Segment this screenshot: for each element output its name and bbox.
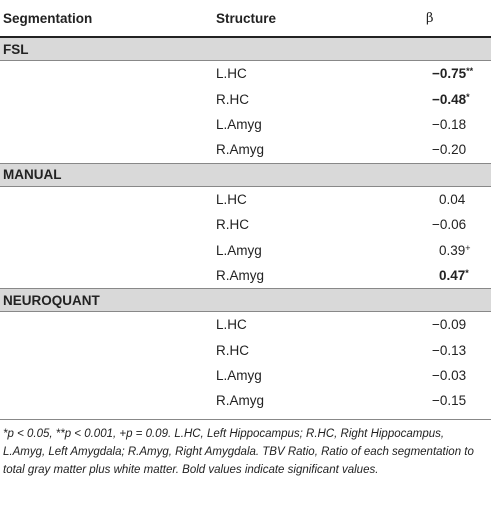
beta-cell — [426, 61, 491, 87]
table-row — [0, 186, 491, 212]
group-label: MANUAL — [0, 163, 491, 186]
structure-cell: L.HC — [216, 191, 247, 207]
structure-cell: R.HC — [216, 91, 249, 107]
beta-cell — [426, 86, 491, 111]
header-segmentation: Segmentation — [0, 0, 216, 37]
table-row — [0, 338, 491, 363]
structure-cell: R.HC — [216, 217, 249, 233]
segmentation-cell — [0, 312, 216, 338]
beta-value: −0.75 — [432, 66, 467, 82]
segmentation-cell — [0, 237, 216, 262]
structure-cell: R.Amyg — [216, 267, 265, 283]
structure-cell: L.Amyg — [216, 368, 262, 384]
beta-cell — [426, 212, 491, 237]
segmentation-cell — [0, 363, 216, 388]
significance-marker: * — [466, 91, 470, 102]
structure-cell: L.Amyg — [216, 116, 262, 132]
structure-cell: R.Amyg — [216, 393, 265, 409]
group-label: FSL — [0, 37, 491, 61]
beta-cell — [426, 237, 491, 262]
structure-cell: L.Amyg — [216, 242, 262, 258]
table-row — [0, 312, 491, 338]
beta-value: −0.03 — [432, 368, 467, 384]
segmentation-cell — [0, 112, 216, 137]
beta-value: −0.09 — [432, 317, 467, 333]
table-body — [0, 37, 491, 414]
group-row-fsl — [0, 37, 491, 61]
structure-cell: R.Amyg — [216, 142, 265, 158]
group-row-neuroquant — [0, 289, 491, 312]
beta-cell — [426, 363, 491, 388]
structure-cell: L.HC — [216, 317, 247, 333]
beta-cell — [426, 338, 491, 363]
table-row — [0, 137, 491, 163]
beta-value: −0.15 — [432, 393, 467, 409]
table-row — [0, 86, 491, 111]
group-label: NEUROQUANT — [0, 289, 491, 312]
beta-value: 0.47 — [439, 267, 466, 283]
structure-cell: R.HC — [216, 342, 249, 358]
table-row — [0, 61, 491, 87]
beta-value: −0.20 — [432, 142, 467, 158]
beta-cell — [426, 312, 491, 338]
header-row — [0, 0, 491, 37]
segmentation-cell — [0, 338, 216, 363]
significance-marker: * — [465, 267, 469, 278]
segmentation-cell — [0, 186, 216, 212]
beta-value: −0.13 — [432, 342, 467, 358]
group-row-manual — [0, 163, 491, 186]
table-row — [0, 237, 491, 262]
table-row — [0, 212, 491, 237]
beta-value: −0.06 — [432, 217, 467, 233]
segmentation-cell — [0, 388, 216, 413]
segmentation-cell — [0, 86, 216, 111]
beta-cell — [426, 137, 491, 163]
footnote: *p < 0.05, **p < 0.001, +p = 0.09. L.HC, Left Hippocampus; R.HC, Right Hippocampus, L.Amyg, Left Amygdala; R.Amyg, Right Amygdala. TBV Ratio, Ratio of each segmentation to total gray matter plus white matter. Bold values indicate significant values. — [3, 427, 474, 476]
table-row — [0, 112, 491, 137]
beta-value: 0.04 — [439, 191, 466, 207]
table-row — [0, 388, 491, 413]
beta-cell — [426, 263, 491, 289]
beta-cell — [426, 112, 491, 137]
beta-cell — [426, 388, 491, 413]
segmentation-cell — [0, 61, 216, 87]
table-row — [0, 263, 491, 289]
significance-marker: ** — [466, 66, 474, 77]
header-structure: Structure — [216, 0, 426, 37]
beta-value: −0.18 — [432, 116, 467, 132]
structure-cell: L.HC — [216, 66, 247, 82]
significance-marker: + — [465, 242, 471, 253]
beta-cell — [426, 186, 491, 212]
table-row — [0, 363, 491, 388]
segmentation-cell — [0, 137, 216, 163]
segmentation-cell — [0, 263, 216, 289]
beta-value: −0.48 — [432, 91, 467, 107]
segmentation-cell — [0, 212, 216, 237]
header-beta: β — [426, 0, 491, 37]
beta-value: 0.39 — [439, 242, 466, 258]
